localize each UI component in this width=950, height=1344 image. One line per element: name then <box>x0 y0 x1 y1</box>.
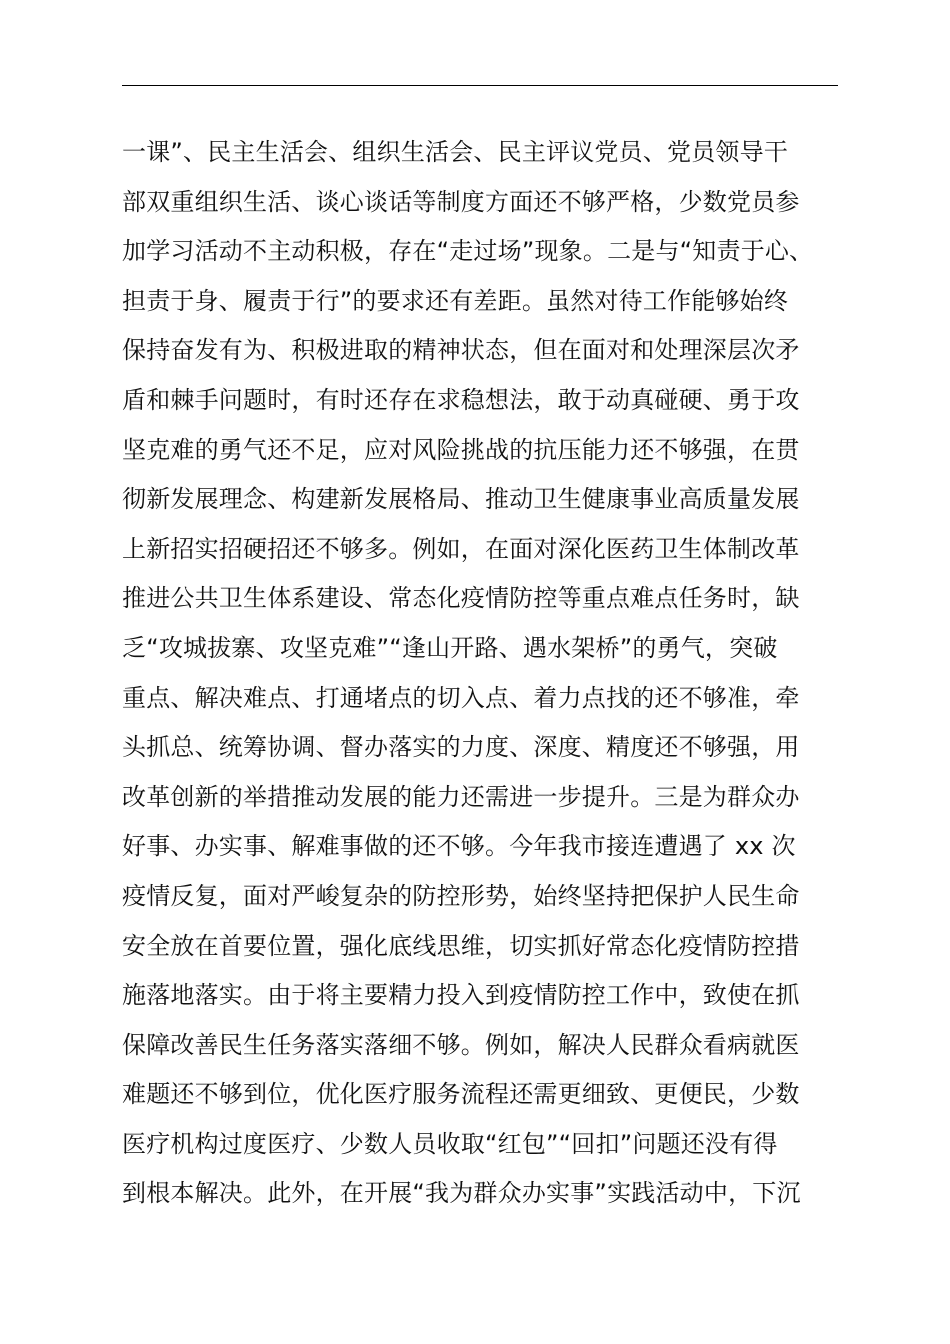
text-line: 保持奋发有为、积极进取的精神状态，但在面对和处理深层次矛 <box>122 336 800 365</box>
text-line: 上新招实招硬招还不够多。例如，在面对深化医药卫生体制改革 <box>122 534 800 563</box>
text-line: 乏“攻城拔寨、攻坚克难”“逢山开路、遇水架桥”的勇气，突破 <box>122 633 778 662</box>
text-line: 彻新发展理念、构建新发展格局、推动卫生健康事业高质量发展 <box>122 485 800 514</box>
text-line: 盾和棘手问题时，有时还存在求稳想法，敢于动真碰硬、勇于攻 <box>122 385 800 414</box>
text-line: 头抓总、统筹协调、督办落实的力度、深度、精度还不够强，用 <box>122 733 800 762</box>
text-line: 一课”、民主生活会、组织生活会、民主评议党员、党员领导干 <box>122 138 789 166</box>
text-line: 加学习活动不主动积极，存在“走过场”现象。二是与“知责于心、 <box>122 237 814 266</box>
text-line: 好事、办实事、解难事做的还不够。今年我市接连遭遇了 xx 次 <box>122 832 796 861</box>
text-line: 医疗机构过度医疗、少数人员收取“红包”“回扣”问题还没有得 <box>122 1129 778 1158</box>
text-line: 担责于身、履责于行”的要求还有差距。虽然对待工作能够始终 <box>122 286 789 315</box>
text-line: 部双重组织生活、谈心谈话等制度方面还不够严格，少数党员参 <box>122 187 800 216</box>
text-line: 推进公共卫生体系建设、常态化疫情防控等重点难点任务时，缺 <box>122 584 800 613</box>
text-line: 重点、解决难点、打通堵点的切入点、着力点找的还不够准，牵 <box>122 683 800 712</box>
text-line: 改革创新的举措推动发展的能力还需进一步提升。三是为群众办 <box>122 782 800 811</box>
header-rule <box>122 85 838 86</box>
text-line: 保障改善民生任务落实落细不够。例如，解决人民群众看病就医 <box>122 1030 800 1059</box>
text-line: 坚克难的勇气还不足，应对风险挑战的抗压能力还不够强，在贯 <box>122 435 800 464</box>
text-line: 疫情反复，面对严峻复杂的防控形势，始终坚持把保护人民生命 <box>122 881 800 910</box>
document-body <box>122 128 847 1219</box>
text-line: 到根本解决。此外，在开展“我为群众办实事”实践活动中，下沉 <box>122 1179 801 1208</box>
text-line: 施落地落实。由于将主要精力投入到疫情防控工作中，致使在抓 <box>122 981 800 1010</box>
text-line: 安全放在首要位置，强化底线思维，切实抓好常态化疫情防控措 <box>122 931 800 960</box>
text-line: 难题还不够到位，优化医疗服务流程还需更细致、更便民，少数 <box>122 1080 800 1109</box>
